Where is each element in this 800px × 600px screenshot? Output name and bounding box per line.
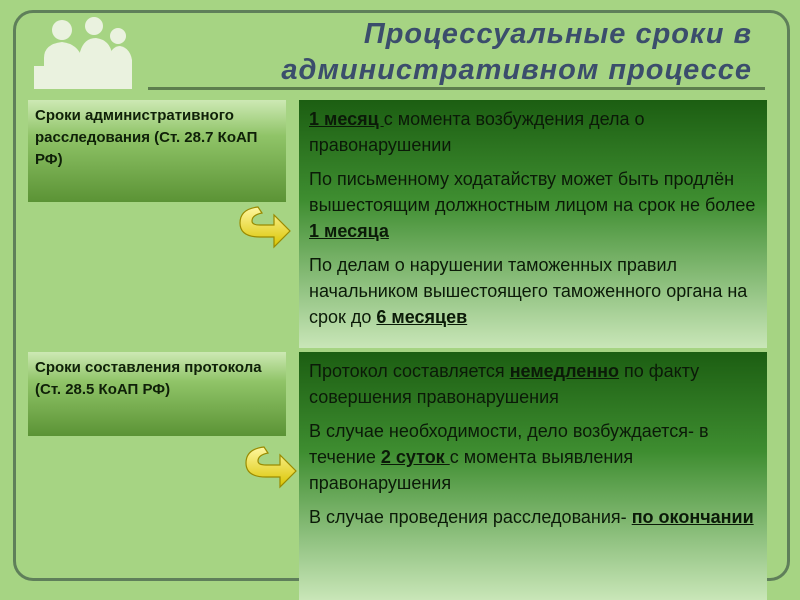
content-paragraph (309, 504, 757, 530)
content-paragraph (309, 358, 757, 410)
section-content-investigation (299, 100, 767, 348)
section-label-protocol: Сроки составления протокола (Ст. 28.5 КоАП РФ) (28, 352, 286, 436)
emphasis-text: 6 месяцев (376, 307, 468, 327)
people-silhouette-icon (30, 14, 135, 89)
content-paragraph (309, 106, 757, 158)
title-underline (148, 87, 765, 90)
content-paragraph (309, 252, 757, 330)
body-text: В случае проведения расследования- (309, 507, 632, 527)
body-text: По делам о нарушении таможенных правил начальником вышестоящего таможенного органа на срок до (309, 255, 748, 327)
title-line-1: Процессуальные сроки в (363, 18, 752, 50)
section-label-investigation: Сроки административного расследования (Ст. 28.7 КоАП РФ) (28, 100, 286, 202)
body-text: Протокол составляется (309, 361, 510, 381)
section-content-protocol (299, 352, 767, 600)
slide-title (192, 16, 752, 88)
body-text: В случае необходимости, дело возбуждается- в течение (309, 421, 709, 467)
title-line-2: административном процессе (281, 54, 752, 86)
body-text: с момента выявления правонарушения (309, 447, 634, 493)
emphasis-text: по окончании (631, 507, 754, 527)
emphasis-text: 1 месяц (309, 109, 384, 129)
curved-arrow-icon (240, 443, 298, 489)
body-text: По письменному ходатайству может быть продлён вышестоящим должностным лицом на срок не более (309, 169, 756, 215)
emphasis-text: 2 суток (380, 447, 450, 467)
body-text: с момента возбуждения дела о правонарушении (309, 109, 645, 155)
curved-arrow-icon (234, 203, 292, 249)
content-paragraph (309, 166, 757, 244)
emphasis-text: 1 месяца (309, 221, 389, 241)
emphasis-text: немедленно (509, 361, 620, 381)
body-text: по факту совершения правонарушения (309, 361, 700, 407)
content-paragraph (309, 418, 757, 496)
